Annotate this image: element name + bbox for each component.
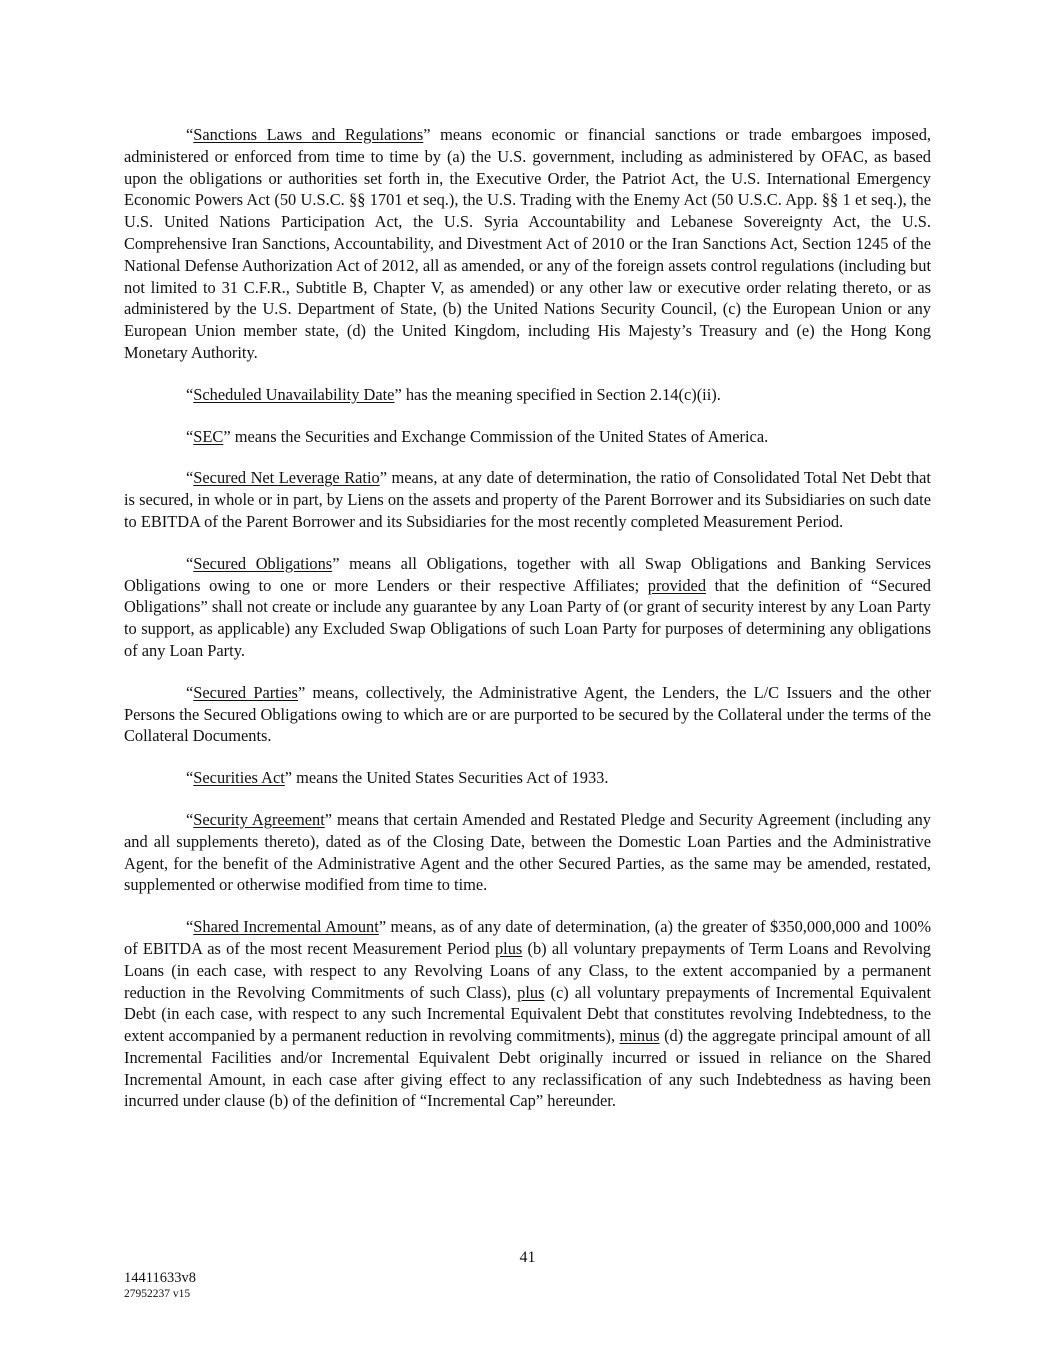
defined-term: Secured Parties bbox=[193, 682, 298, 702]
definition-sanctions-laws: “Sanctions Laws and Regulations” means economic or financial sanctions or trade embargoes imposed, administered or enforced from time to time by (a) the U.S. government, including as administered by OFAC, as based upon the obligations or authorities set forth in, the Executive Order, the Patriot Act, the U.S. International Emergency Economic Powers Act (50 U.S.C. §§ 1701 et seq.), the U.S. Trading with the Enemy Act (50 U.S.C. App. §§ 1 et seq.), the U.S. United Nations Participation Act, the U.S. Syria Accountability and Lebanese Sovereignty Act, the U.S. Comprehensive Iran Sanctions, Accountability, and Divestment Act of 2010 or the Iran Sanctions Act, Section 1245 of the National Defense Authorization Act of 2012, all as amended, or any of the foreign assets control regulations (including but not limited to 31 C.F.R., Subtitle B, Chapter V, as amended) or any other law or executive order relating thereto, or as administered by the U.S. Department of State, (b) the United Nations Security Council, (c) the European Union or any European Union member state, (d) the United Kingdom, including His Majesty’s Treasury and (e) the Hong Kong Monetary Authority. bbox=[124, 125, 931, 362]
definition-body: that the definition of “Secured Obligations” shall not create or include any guarantee by any Loan Party of (or grant of security interest by any Loan Party to support, as applicable) any Excluded Swap Obligations of such Loan Party for purposes of determining any obligations of any Loan Party. bbox=[124, 575, 931, 660]
definition-body: has the meaning specified in Section 2.14(c)(ii). bbox=[401, 384, 721, 404]
definition-body: means that certain Amended and Restated Pledge and Security Agreement (including any and all supplements thereto), dated as of the Closing Date, between the Domestic Loan Parties and the Administrative Agent, for the benefit of the Administrative Agent and the other Secured Parties, as the same may be amended, restated, supplemented or otherwise modified from time to time. bbox=[124, 809, 931, 895]
underlined-word: provided bbox=[647, 575, 707, 595]
underlined-word: plus bbox=[517, 982, 545, 1002]
definition-body: means, as of any date of determination, (a) the greater of $350,000,000 and 100% of EBITDA as of the most recent Measurement Period bbox=[124, 917, 931, 958]
document-id-primary: 14411633v8 bbox=[124, 1270, 196, 1286]
underlined-word: minus bbox=[619, 1026, 660, 1046]
defined-term: Security Agreement bbox=[193, 809, 325, 829]
defined-term: Sanctions Laws and Regulations bbox=[193, 125, 424, 144]
definition-body: means the United States Securities Act of 1933. bbox=[292, 768, 609, 788]
definition-body: (b) all voluntary prepayments of Term Loans and Revolving Loans (in each case, with respect to any Revolving Loans of any Class, to the extent accompanied by a permanent reduction in the Revolving Commitments of such Class), bbox=[124, 938, 931, 1002]
definition-body: means economic or financial sanctions or trade embargoes imposed, administered or enforced from time to time by (a) the U.S. government, including as administered by OFAC, as based upon the obligations or authorities set forth in, the Executive Order, the Patriot Act, the U.S. International Emergency Economic Powers Act (50 U.S.C. §§ 1701 et seq.), the U.S. Trading with the Enemy Act (50 U.S.C. App. §§ 1 et seq.), the U.S. United Nations Participation Act, the U.S. Syria Accountability and Lebanese Sovereignty Act, the U.S. Comprehensive Iran Sanctions, Accountability, and Divestment Act of 2010 or the Iran Sanctions Act, Section 1245 of the National Defense Authorization Act of 2012, all as amended, or any of the foreign assets control regulations (including but not limited to 31 C.F.R., Subtitle B, Chapter V, as amended) or any other law or executive order relating thereto, or as administered by the U.S. Department of State, (b) the United Nations Security Council, (c) the European Union or any European Union member state, (d) the United Kingdom, including His Majesty’s Treasury and (e) the Hong Kong Monetary Authority. bbox=[124, 125, 931, 362]
definition-body: means, at any date of determination, the ratio of Consolidated Total Net Debt that is secured, in whole or in part, by Liens on the assets and property of the Parent Borrower and its Subsidiaries on such date to EBITDA of the Parent Borrower and its Subsidiaries for the most recently completed Measurement Period. bbox=[124, 468, 931, 531]
definition-body: (c) all voluntary prepayments of Incremental Equivalent Debt (in each case, with respect to any such Incremental Equivalent Debt that constitutes revolving Indebtedness, to the extent accompanied by a permanent reduction in revolving commitments), bbox=[124, 982, 932, 1046]
definition-sec: “SEC” means the Securities and Exchange Commission of the United States of America. bbox=[186, 426, 769, 446]
defined-term: Secured Net Leverage Ratio bbox=[193, 468, 380, 488]
page-number: 41 bbox=[519, 1249, 536, 1266]
underlined-word: plus bbox=[494, 938, 523, 958]
definition-secured-obligations: “Secured Obligations” means all Obligations, together with all Swap Obligations and Banking Services Obligations owing to one or more Lenders or their respective Affiliates; provided that the definition of “Secured Obligations” shall not create or include any guarantee by any Loan Party of (or grant of security interest by any Loan Party to support, as applicable) any Excluded Swap Obligations of such Loan Party for purposes of determining any obligations of any Loan Party. bbox=[124, 553, 931, 660]
defined-term: SEC bbox=[193, 426, 224, 446]
defined-term: Secured Obligations bbox=[193, 553, 333, 573]
definition-body: means all Obligations, together with all Swap Obligations and Banking Services Obligations owing to one or more Lenders or their respective Affiliates; bbox=[124, 553, 931, 595]
defined-term: Securities Act bbox=[193, 768, 285, 788]
definition-secured-parties: “Secured Parties” means, collectively, the Administrative Agent, the Lenders, the L/C Issuers and the other Persons the Secured Obligations owing to which are or are purported to be secured by the Collateral under the terms of the Collateral Documents. bbox=[124, 682, 931, 746]
definition-securities-act: “Securities Act” means the United States Securities Act of 1933. bbox=[186, 768, 609, 788]
document-page bbox=[124, 124, 931, 1132]
definition-body: (d) the aggregate principal amount of all Incremental Facilities and/or Incremental Equivalent Debt originally incurred or issued in reliance on the Shared Incremental Amount, in each case after giving effect to any reclassification of any such Indebtedness as having been incurred under clause (b) of the definition of “Incremental Cap” hereunder. bbox=[124, 1026, 931, 1111]
definition-shared-incremental-amount: “Shared Incremental Amount” means, as of any date of determination, (a) the greater of $350,000,000 and 100% of EBITDA as of the most recent Measurement Period plus (b) all voluntary prepayments of Term Loans and Revolving Loans (in each case, with respect to any Revolving Loans of any Class, to the extent accompanied by a permanent reduction in the Revolving Commitments of such Class), plus (c) all voluntary prepayments of Incremental Equivalent Debt (in each case, with respect to any such Incremental Equivalent Debt that constitutes revolving Indebtedness, to the extent accompanied by a permanent reduction in revolving commitments), minus (d) the aggregate principal amount of all Incremental Facilities and/or Incremental Equivalent Debt originally incurred or issued in reliance on the Shared Incremental Amount, in each case after giving effect to any reclassification of any such Indebtedness as having been incurred under clause (b) of the definition of “Incremental Cap” hereunder. bbox=[124, 917, 932, 1111]
definition-body: means, collectively, the Administrative Agent, the Lenders, the L/C Issuers and the other Persons the Secured Obligations owing to which are or are purported to be secured by the Collateral under the terms of the Collateral Documents. bbox=[124, 682, 931, 746]
defined-term: Scheduled Unavailability Date bbox=[193, 384, 395, 404]
definition-security-agreement: “Security Agreement” means that certain Amended and Restated Pledge and Security Agreement (including any and all supplements thereto), dated as of the Closing Date, between the Domestic Loan Parties and the Administrative Agent, for the benefit of the Administrative Agent and the other Secured Parties, as the same may be amended, restated, supplemented or otherwise modified from time to time. bbox=[124, 809, 931, 895]
defined-term: Shared Incremental Amount bbox=[193, 917, 379, 937]
document-id-secondary: 27952237 v15 bbox=[124, 1288, 191, 1300]
definition-secured-net-leverage-ratio: “Secured Net Leverage Ratio” means, at any date of determination, the ratio of Consolidated Total Net Debt that is secured, in whole or in part, by Liens on the assets and property of the Parent Borrower and its Subsidiaries on such date to EBITDA of the Parent Borrower and its Subsidiaries for the most recently completed Measurement Period. bbox=[124, 468, 931, 531]
definition-scheduled-unavailability-date: “Scheduled Unavailability Date” has the meaning specified in Section 2.14(c)(ii). bbox=[186, 384, 721, 404]
definition-body: means the Securities and Exchange Commission of the United States of America. bbox=[230, 426, 769, 446]
